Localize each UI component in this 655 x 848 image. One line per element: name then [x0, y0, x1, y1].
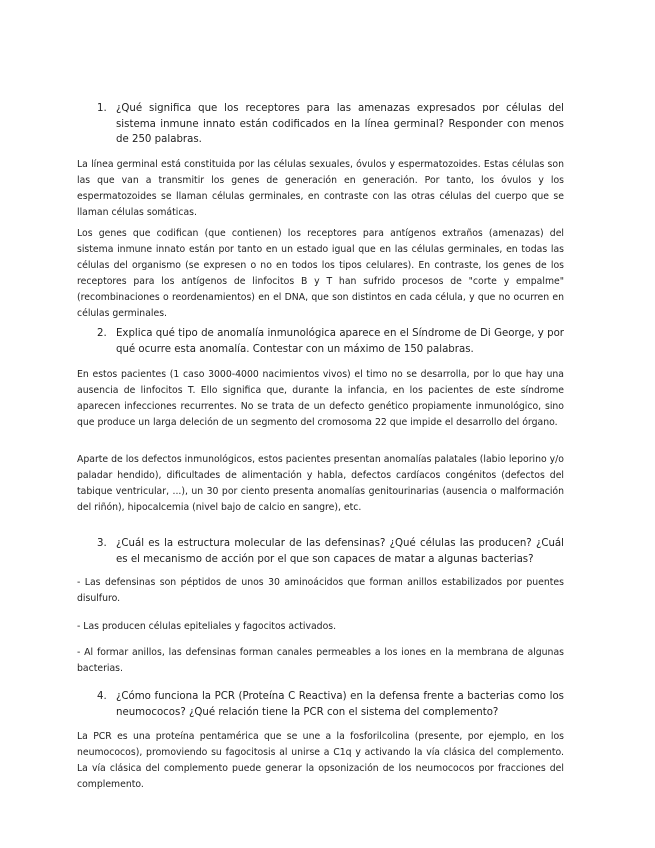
question-text: ¿Cuál es la estructura molecular de las defensinas? ¿Qué células las producen? ¿Cuál es el mecanismo de acción por el que son capaces de matar a algunas bacterias?	[116, 538, 564, 565]
question-4	[97, 689, 564, 720]
answer-paragraph: - Las defensinas son péptidos de unos 30 aminoácidos que forman anillos estabilizados por puentes disulfuro.	[77, 577, 564, 604]
answer-paragraph: La línea germinal está constituida por las células sexuales, óvulos y espermatozoides. Estas células son las que van a transmitir los genes de generación en generación. Por tanto, los óvulos y los espermatozoides se llaman células germinales, en contraste con las otras células del cuerpo que se llaman células somáticas.	[77, 159, 564, 218]
answer-paragraph: En estos pacientes (1 caso 3000-4000 nacimientos vivos) el timo no se desarrolla, por lo que hay una ausencia de linfocitos T. Ello significa que, durante la infancia, en los pacientes de este síndrome aparecen infecciones recurrentes. No se trata de un defecto genético propiamente inmunológico, sino que produce un larga deleción de un segmento del cromosoma 22 que impide el desarrollo del órgano.	[77, 369, 564, 428]
question-text: Explica qué tipo de anomalía inmunológica aparece en el Síndrome de Di George, y por qué ocurre esta anomalía. Contestar con un máximo de 150 palabras.	[116, 328, 564, 355]
answer-paragraph: Aparte de los defectos inmunológicos, estos pacientes presentan anomalías palatales (labio leporino y/o paladar hendido), dificultades de alimentación y habla, defectos cardíacos congénitos (defectos del tabique ventricular, ...), un 30 por ciento presenta anomalías genitourinarias (ausencia o malformación del riñón), hipocalcemia (nivel bajo de calcio en sangre), etc.	[77, 454, 564, 513]
answer-paragraph: Los genes que codifican (que contienen) los receptores para antígenos extraños (amenazas) del sistema inmune innato están por tanto en un estado igual que en las células germinales, en todas las células del organismo (se expresen o no en todos los tipos celulares). En contraste, los genes de los receptores para los antígenos de linfocitos B y T han sufrido procesos de "corte y empalme" (recombinaciones o reordenamientos) en el DNA, que son distintos en cada célula, y que no ocurren en células germinales.	[77, 228, 564, 319]
question-2	[97, 326, 564, 357]
question-text: ¿Cómo funciona la PCR (Proteína C Reactiva) en la defensa frente a bacterias como los neumococos? ¿Qué relación tiene la PCR con el sistema del complemento?	[116, 691, 564, 718]
question-1	[97, 101, 564, 148]
question-number: 1.	[97, 103, 107, 114]
question-number: 2.	[97, 328, 107, 339]
question-3	[97, 536, 564, 567]
answer-paragraph: - Al formar anillos, las defensinas forman canales permeables a los iones en la membrana de algunas bacterias.	[77, 647, 564, 674]
question-number: 3.	[97, 538, 107, 549]
question-text: ¿Qué significa que los receptores para las amenazas expresados por células del sistema inmune innato están codificados en la línea germinal? Responder con menos de 250 palabras.	[116, 103, 564, 145]
answer-paragraph: - Las producen células epiteliales y fagocitos activados.	[77, 621, 337, 632]
question-number: 4.	[97, 691, 107, 702]
answer-paragraph: La PCR es una proteína pentamérica que se une a la fosforilcolina (presente, por ejemplo, en los neumococos), promoviendo su fagocitosis al unirse a C1q y activando la vía clásica del complemento. La vía clásica del complemento puede generar la opsonización de los neumococos por fracciones del complemento.	[77, 731, 564, 790]
